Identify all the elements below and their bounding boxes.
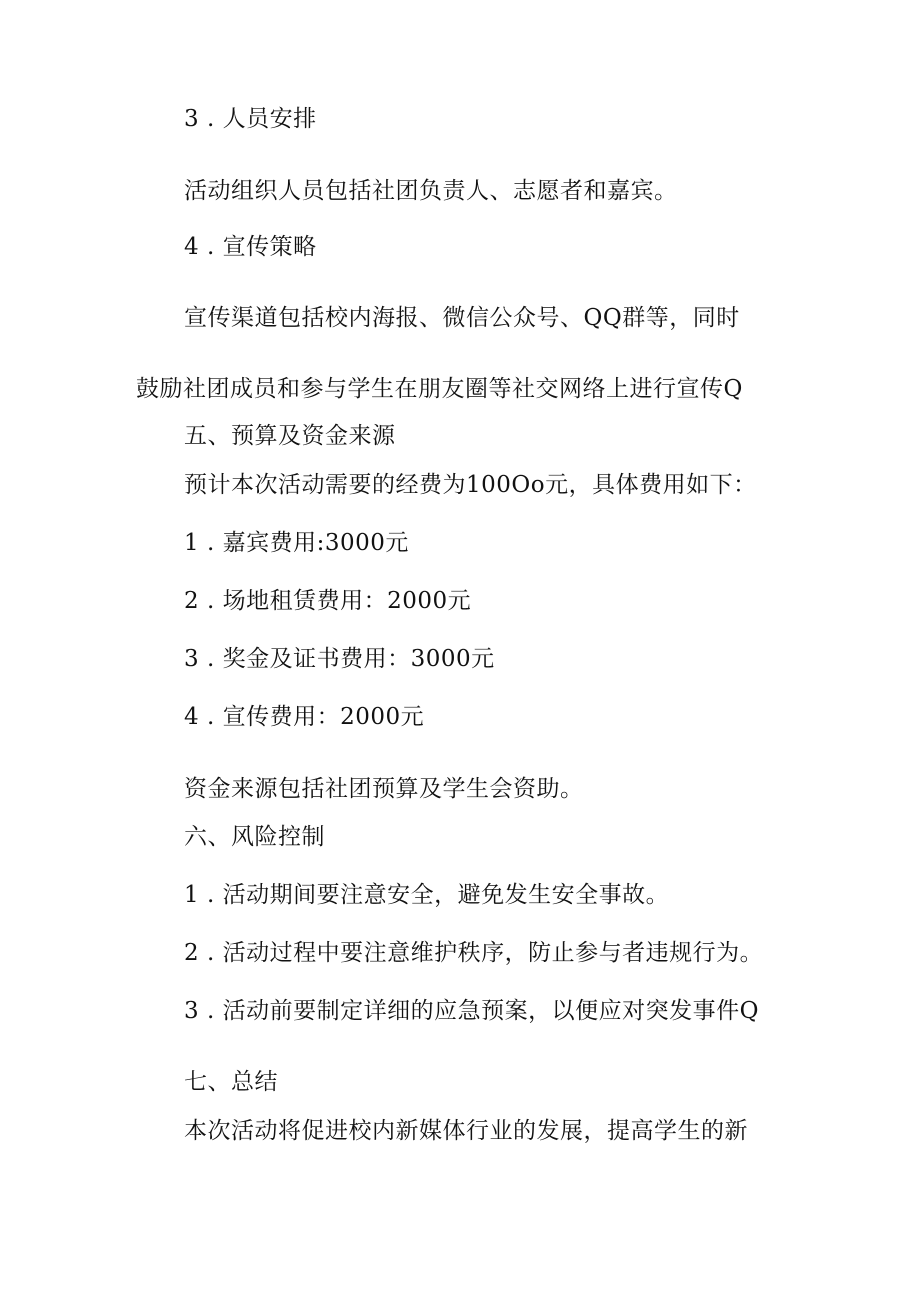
risk-item-contingency: 3 . 活动前要制定详细的应急预案，以便应对突发事件Q <box>184 998 759 1024</box>
budget-item-venue: 2 . 场地租赁费用：2000元 <box>184 588 472 614</box>
section-heading-staffing: 3 . 人员安排 <box>184 106 317 132</box>
budget-item-guest: 1 . 嘉宾费用:3000元 <box>184 530 409 556</box>
budget-item-promotion: 4 . 宣传费用：2000元 <box>184 704 425 730</box>
paragraph-promotion-line-1: 宣传渠道包括校内海报、微信公众号、QQ群等，同时 <box>184 305 740 331</box>
paragraph-budget-intro: 预计本次活动需要的经费为100Oo元，具体费用如下： <box>184 472 757 498</box>
paragraph-staffing: 活动组织人员包括社团负责人、志愿者和嘉宾。 <box>184 178 678 204</box>
section-heading-summary: 七、总结 <box>184 1069 278 1095</box>
section-heading-promotion: 4 . 宣传策略 <box>184 234 317 260</box>
paragraph-funding-source: 资金来源包括社团预算及学生会资助。 <box>184 776 584 802</box>
budget-item-prizes: 3 . 奖金及证书费用：3000元 <box>184 646 495 672</box>
risk-item-safety: 1 . 活动期间要注意安全，避免发生安全事故。 <box>184 882 670 908</box>
risk-item-order: 2 . 活动过程中要注意维护秩序，防止参与者违规行为。 <box>184 940 764 966</box>
paragraph-promotion-line-2: 鼓励社团成员和参与学生在朋友圈等社交网络上进行宣传Q <box>136 376 743 402</box>
section-heading-budget: 五、预算及资金来源 <box>184 423 396 449</box>
paragraph-summary: 本次活动将促进校内新媒体行业的发展，提高学生的新 <box>184 1118 748 1144</box>
section-heading-risk: 六、风险控制 <box>184 824 325 850</box>
